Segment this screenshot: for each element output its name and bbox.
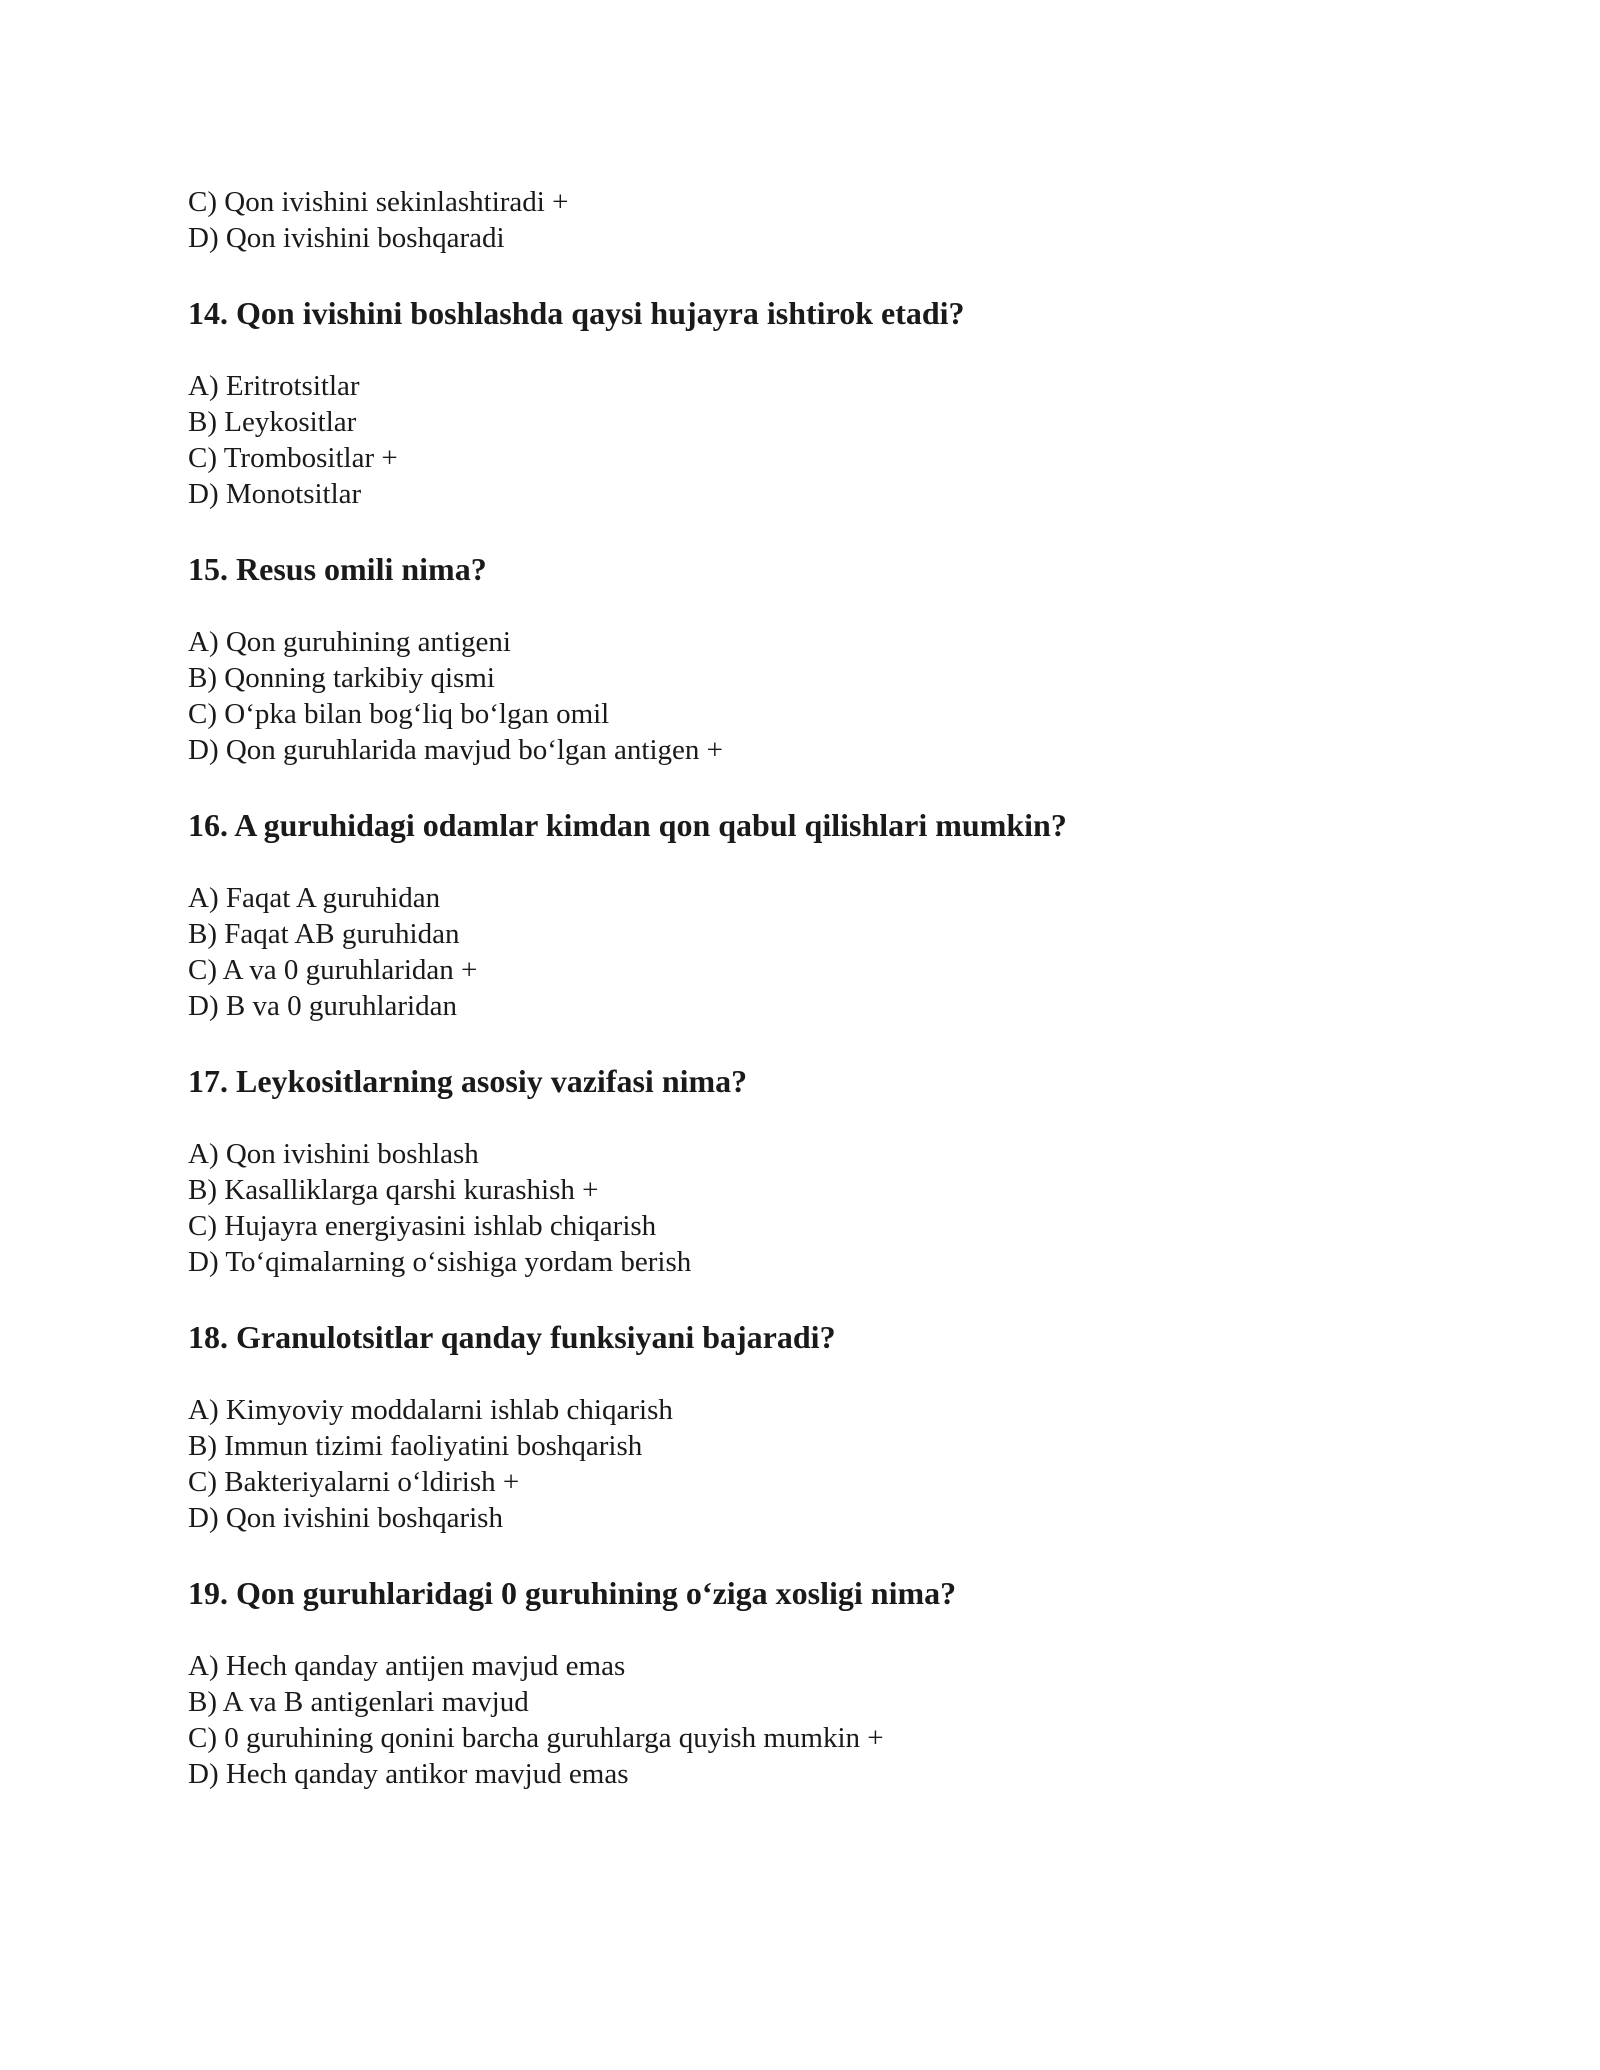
answer-options (188, 1648, 1488, 1792)
option-line: D) Qon guruhlarida mavjud bo‘lgan antigen + (188, 734, 723, 766)
answer-options (188, 368, 1488, 512)
answer-options (188, 880, 1488, 1024)
option-line: C) O‘pka bilan bog‘liq bo‘lgan omil (188, 698, 610, 730)
question-title: 18. Granulotsitlar qanday funksiyani bajaradi? (188, 1319, 836, 1355)
option-line: A) Kimyoviy moddalarni ishlab chiqarish (188, 1394, 673, 1426)
question-title: 17. Leykositlarning asosiy vazifasi nima? (188, 1063, 748, 1099)
answer-options (188, 1136, 1488, 1280)
option-line: A) Qon guruhining antigeni (188, 626, 511, 658)
option-line: D) Qon ivishini boshqarish (188, 1502, 503, 1534)
option-line: D) To‘qimalarning o‘sishiga yordam berish (188, 1246, 692, 1278)
option-line: C) Qon ivishini sekinlashtiradi + (188, 186, 569, 218)
option-line: D) B va 0 guruhlaridan (188, 990, 457, 1022)
question-title: 16. A guruhidagi odamlar kimdan qon qabul qilishlari mumkin? (188, 807, 1067, 843)
question-title: 15. Resus omili nima? (188, 551, 487, 587)
option-line: D) Monotsitlar (188, 478, 362, 510)
option-line: C) Bakteriyalarni o‘ldirish + (188, 1466, 520, 1498)
option-line: B) Qonning tarkibiy qismi (188, 662, 495, 694)
option-line: C) Hujayra energiyasini ishlab chiqarish (188, 1210, 657, 1242)
option-line: C) A va 0 guruhlaridan + (188, 954, 478, 986)
option-line: A) Qon ivishini boshlash (188, 1138, 479, 1170)
question-block (188, 293, 1488, 512)
option-line: C) Trombositlar + (188, 442, 398, 474)
question-block (188, 549, 1488, 768)
question-block (188, 1061, 1488, 1280)
option-line: B) Leykositlar (188, 406, 357, 438)
answer-options (188, 624, 1488, 768)
question-title: 19. Qon guruhlaridagi 0 guruhining o‘ziga xosligi nima? (188, 1575, 957, 1611)
option-line: A) Faqat A guruhidan (188, 882, 441, 914)
option-line: C) 0 guruhining qonini barcha guruhlarga quyish mumkin + (188, 1722, 884, 1754)
question-title: 14. Qon ivishini boshlashda qaysi hujayra ishtirok etadi? (188, 295, 965, 331)
option-line: B) Faqat AB guruhidan (188, 918, 460, 950)
question-block (188, 1317, 1488, 1536)
option-line: B) A va B antigenlari mavjud (188, 1686, 529, 1718)
option-line: D) Qon ivishini boshqaradi (188, 222, 505, 254)
document-page (188, 184, 1488, 1792)
option-line: A) Eritrotsitlar (188, 370, 360, 402)
option-line: B) Kasalliklarga qarshi kurashish + (188, 1174, 599, 1206)
option-line: B) Immun tizimi faoliyatini boshqarish (188, 1430, 643, 1462)
question-block (188, 805, 1488, 1024)
option-line: A) Hech qanday antijen mavjud emas (188, 1650, 626, 1682)
intro-options (188, 184, 1488, 256)
question-block (188, 1573, 1488, 1792)
answer-options (188, 1392, 1488, 1536)
option-line: D) Hech qanday antikor mavjud emas (188, 1758, 629, 1790)
